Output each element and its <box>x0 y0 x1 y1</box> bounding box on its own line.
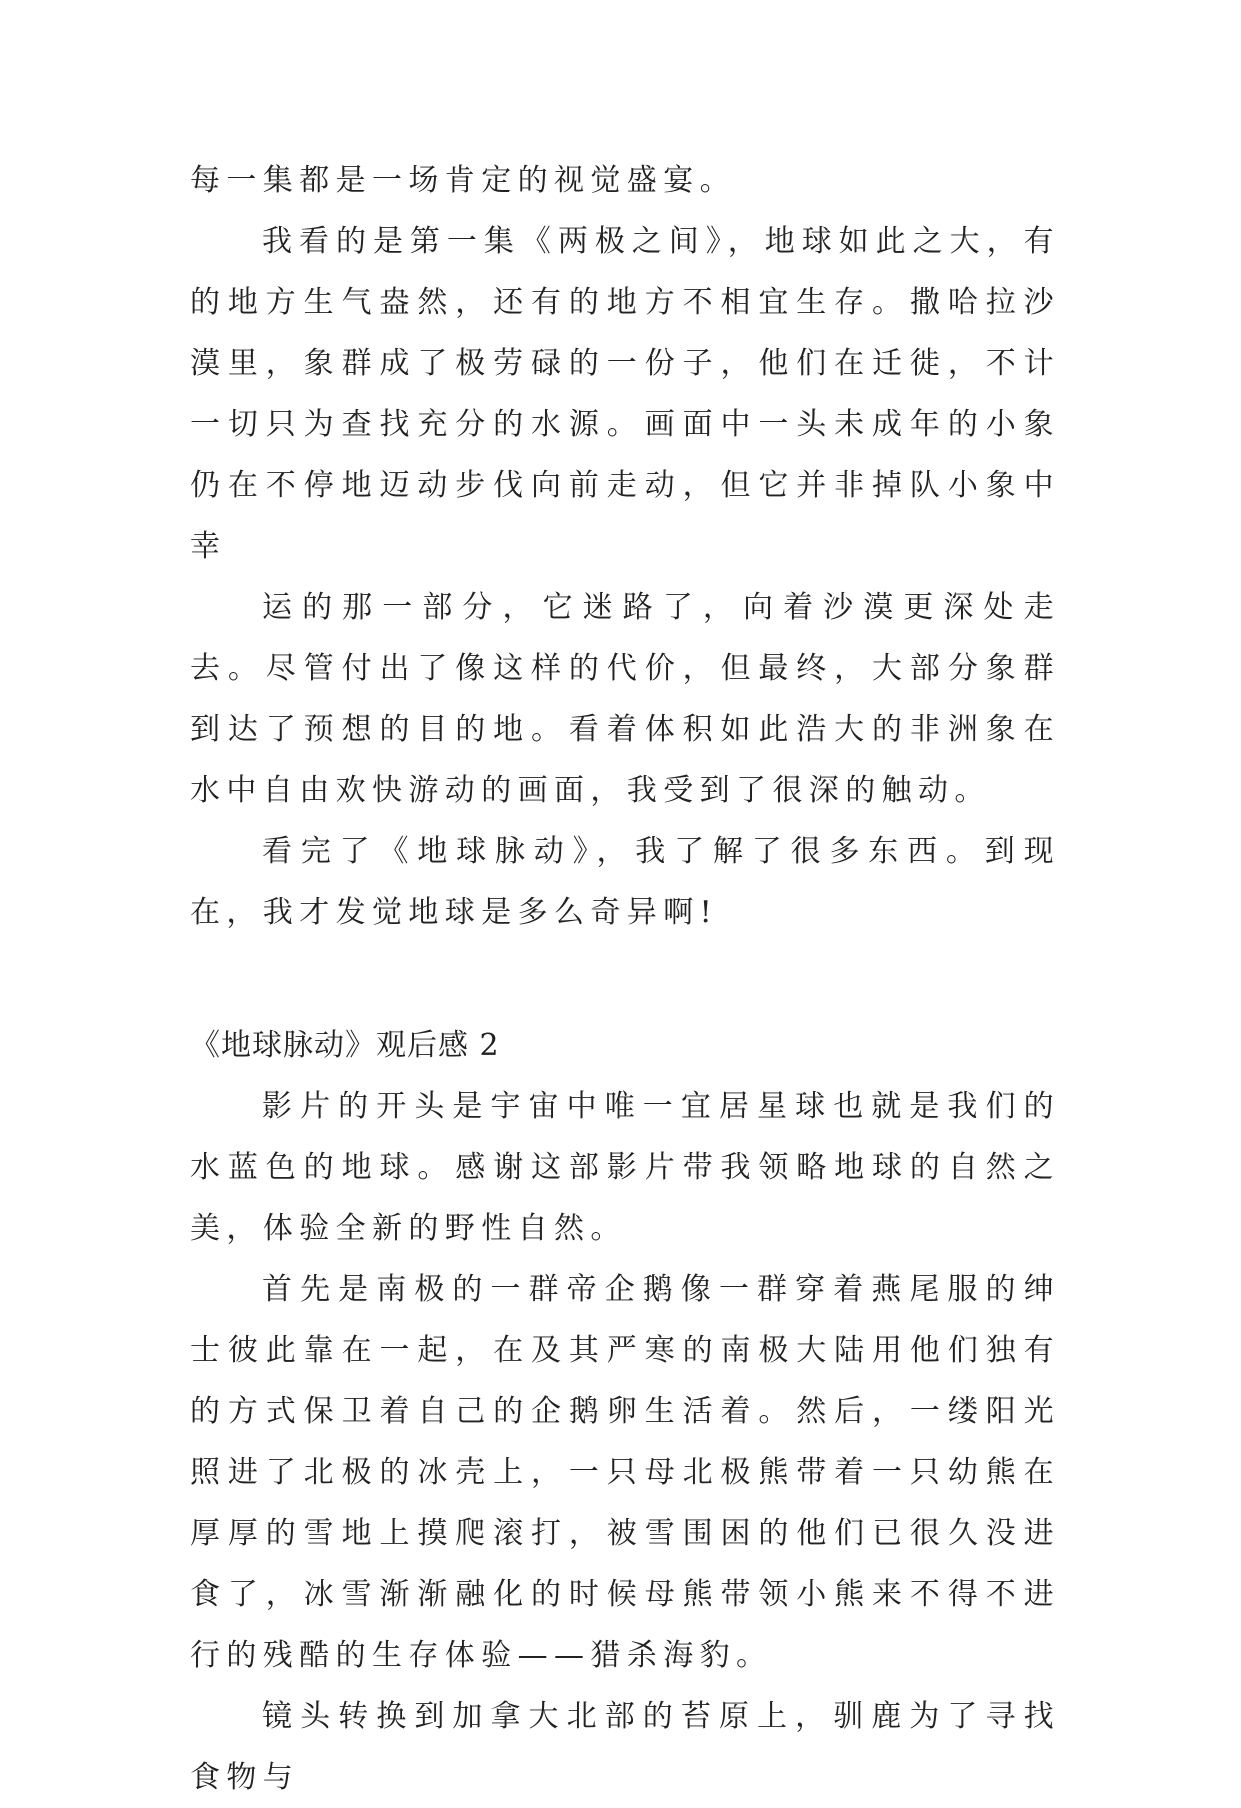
paragraph-continuation: 每一集都是一场肯定的视觉盛宴。 <box>190 163 736 198</box>
paragraph-lost-elephant: 运的那一部分，它迷路了，向着沙漠更深处走去。尽管付出了像这样的代价，但最终，大部分象群到达了预想的目的地。看着体积如此浩大的非洲象在水中自由欢快游动的画面，我受到了很深的触动。 <box>190 590 1060 808</box>
paragraph-tundra-reindeer: 镜头转换到加拿大北部的苔原上，驯鹿为了寻找食物与 <box>190 1699 1060 1795</box>
section-title: 《地球脉动》观后感 2 <box>190 1028 500 1063</box>
section-spacer <box>190 943 1060 1015</box>
paragraph-conclusion: 看完了《地球脉动》，我了解了很多东西。到现在，我才发觉地球是多么奇异啊! <box>190 834 1060 930</box>
document-body <box>190 150 1060 1808</box>
paragraph-penguins-polar-bears: 首先是南极的一群帝企鹅像一群穿着燕尾服的绅士彼此靠在一起，在及其严寒的南极大陆用他们独有的方式保卫着自己的企鹅卵生活着。然后，一缕阳光照进了北极的冰壳上，一只母北极熊带着一只幼熊在厚厚的雪地上摸爬滚打，被雪围困的他们已很久没进食了，冰雪渐渐融化的时候母熊带领小熊来不得不进行的残酷的生存体验——猎杀海豹。 <box>190 1272 1060 1673</box>
paragraph-blue-planet: 影片的开头是宇宙中唯一宜居星球也就是我们的水蓝色的地球。感谢这部影片带我领略地球的自然之美，体验全新的野性自然。 <box>190 1089 1060 1246</box>
paragraph-episode-one: 我看的是第一集《两极之间》，地球如此之大，有的地方生气盎然，还有的地方不相宜生存。撒哈拉沙漠里，象群成了极劳碌的一份子，他们在迁徙，不计一切只为查找充分的水源。画面中一头未成年的小象仍在不停地迈动步伐向前走动，但它并非掉队小象中幸 <box>190 224 1060 564</box>
